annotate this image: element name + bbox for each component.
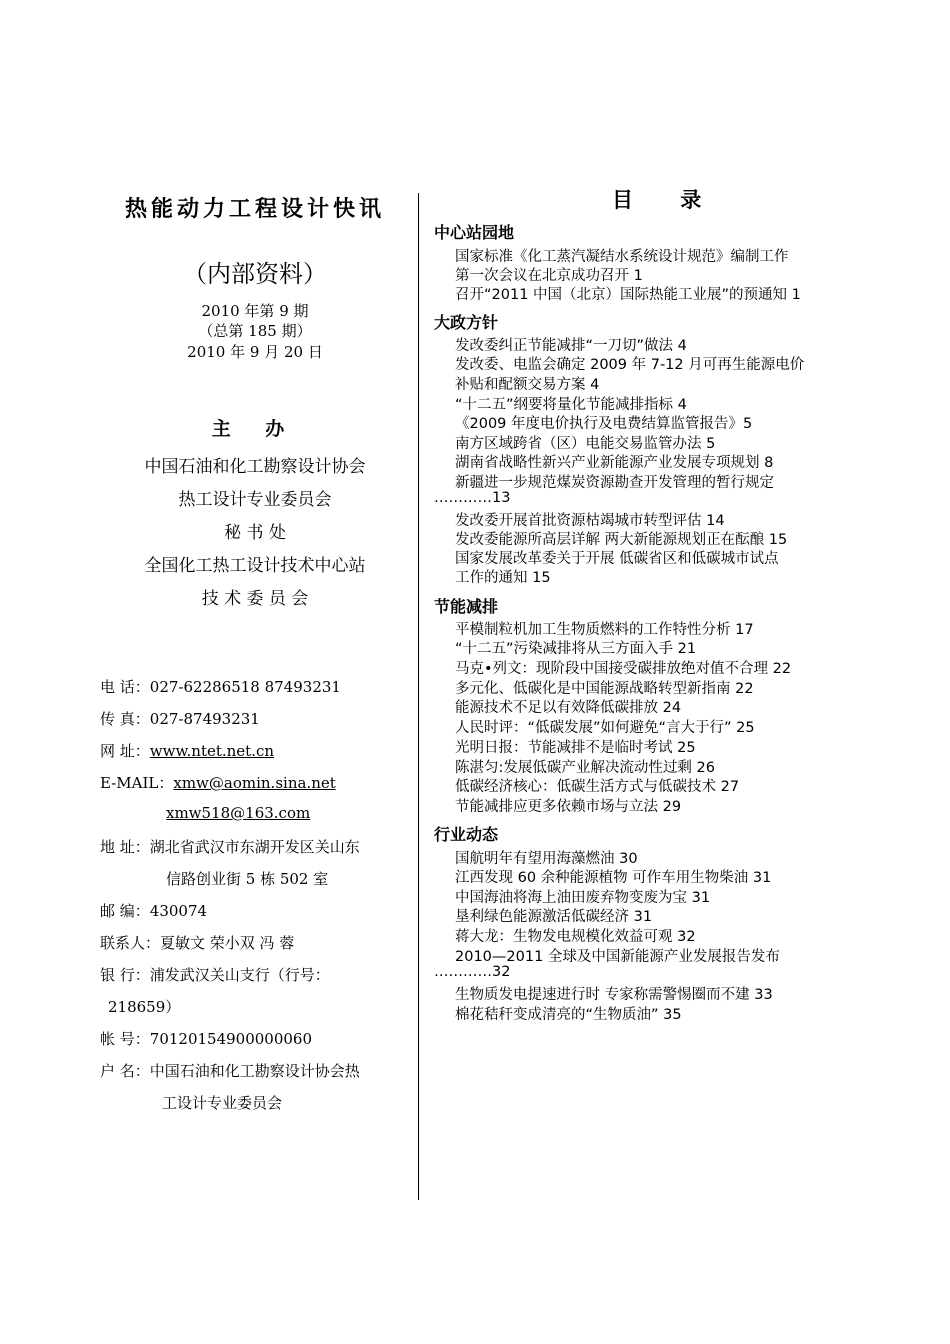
website-link[interactable]: www.ntet.net.cn (149, 742, 275, 760)
toc-item[interactable]: 工作的通知 15 (455, 570, 551, 586)
toc-item-leader[interactable]: …………13 (434, 490, 511, 506)
toc-item[interactable]: 马克•列文：现阶段中国接受碳排放绝对值不合理 22 (455, 661, 792, 677)
contact-account-name-cont: 工设计专业委员会 (162, 1094, 283, 1112)
toc-item-leader[interactable]: …………32 (434, 964, 511, 980)
toc-item[interactable]: 湖南省战略性新兴产业新能源产业发展专项规划 8 (455, 455, 774, 471)
contact-bank-cont: 218659） (108, 998, 181, 1016)
issue-number: 2010 年第 9 期 (201, 302, 309, 320)
contact-email-2 (166, 804, 310, 822)
sponsor-org: 技 术 委 员 会 (201, 589, 309, 609)
contact-phone: 电 话：027-62286518 87493231 (100, 678, 341, 696)
toc-item[interactable]: 陈湛匀:发展低碳产业解决流动性过剩 26 (455, 760, 715, 776)
contact-fax: 传 真：027-87493231 (100, 710, 260, 728)
toc-item[interactable]: 人民时评：“低碳发展”如何避免“言大于行” 25 (455, 720, 755, 736)
toc-item[interactable]: 光明日报：节能减排不是临时考试 25 (455, 740, 696, 756)
toc-item[interactable]: 多元化、低碳化是中国能源战略转型新指南 22 (455, 681, 754, 697)
toc-item[interactable]: 召开“2011 中国（北京）国际热能工业展”的预通知 1 (455, 287, 801, 303)
toc-section-heading: 行业动态 (434, 825, 499, 844)
contact-website: 网 址：www.ntet.net.cn (100, 742, 275, 760)
toc-item[interactable]: 节能减排应更多依赖市场与立法 29 (455, 799, 682, 815)
toc-item[interactable]: 国航明年有望用海藻燃油 30 (455, 851, 638, 867)
toc-item[interactable]: 发改委、电监会确定 2009 年 7-12 月可再生能源电价 (455, 357, 805, 373)
toc-item[interactable]: 生物质发电提速进行时 专家称需警惕圈而不建 33 (455, 987, 773, 1003)
toc-item[interactable]: 南方区域跨省（区）电能交易监管办法 5 (455, 436, 716, 452)
toc-item[interactable]: 低碳经济核心：低碳生活方式与低碳技术 27 (455, 779, 740, 795)
toc-section-heading: 中心站园地 (434, 223, 515, 242)
toc-item[interactable]: 发改委纠正节能减排“一刀切”做法 4 (455, 338, 687, 354)
contact-bank: 银 行：浦发武汉关山支行（行号： (100, 966, 330, 984)
publication-title: 热能动力工程设计快讯 (124, 197, 385, 222)
toc-item[interactable]: 垦利绿色能源激活低碳经济 31 (455, 909, 653, 925)
internal-material-label: （内部资料） (183, 260, 327, 288)
toc-item[interactable]: 国家发展改革委关于开展 低碳省区和低碳城市试点 (455, 551, 779, 567)
toc-item[interactable]: 国家标准《化工蒸汽凝结水系统设计规范》编制工作 (455, 249, 789, 265)
sponsor-org: 中国石油和化工勘察设计协会 (144, 457, 366, 477)
toc-section-heading: 大政方针 (434, 313, 499, 332)
toc-item[interactable]: “十二五”纲要将量化节能减排指标 4 (455, 397, 687, 413)
contact-address-cont: 信路创业街 5 栋 502 室 (166, 870, 329, 888)
toc-item[interactable]: “十二五”污染减排将从三方面入手 21 (455, 641, 697, 657)
contact-account: 帐 号：70120154900000060 (100, 1030, 313, 1048)
toc-item[interactable]: 《2009 年度电价执行及电费结算监管报告》5 (455, 416, 753, 432)
toc-item[interactable]: 能源技术不足以有效降低碳排放 24 (455, 700, 682, 716)
toc-item[interactable]: 发改委能源所高层详解 两大新能源规划正在酝酿 15 (455, 532, 788, 548)
issue-date: 2010 年 9 月 20 日 (187, 343, 323, 361)
toc-title: 目 录 (612, 188, 722, 212)
contact-address: 地 址：湖北省武汉市东湖开发区关山东 (100, 838, 360, 856)
sponsor-org: 全国化工热工设计技术中心站 (144, 556, 366, 576)
email-link[interactable]: xmw@aomin.sina.net (173, 774, 336, 792)
toc-item[interactable]: 新疆进一步规范煤炭资源勘查开发管理的暂行规定 (455, 475, 774, 491)
toc-item[interactable]: 补贴和配额交易方案 4 (455, 377, 600, 393)
toc-item[interactable]: 平模制粒机加工生物质燃料的工作特性分析 17 (455, 622, 754, 638)
total-issue-number: （总第 185 期） (198, 322, 312, 340)
toc-item[interactable]: 江西发现 60 余种能源植物 可作车用生物柴油 31 (455, 870, 772, 886)
sponsor-org: 热工设计专业委员会 (178, 490, 332, 510)
contact-persons: 联系人：夏敏文 荣小双 冯 蓉 (100, 934, 295, 952)
toc-item[interactable]: 棉花秸秆变成清亮的“生物质油” 35 (455, 1007, 682, 1023)
toc-item[interactable]: 蒋大龙：生物发电规模化效益可观 32 (455, 929, 696, 945)
toc-item[interactable]: 2010—2011 全球及中国新能源产业发展报告发布 (455, 949, 780, 965)
toc-item[interactable]: 中国海油将海上油田废弃物变废为宝 31 (455, 890, 711, 906)
toc-item[interactable]: 第一次会议在北京成功召开 1 (455, 268, 643, 284)
email-link[interactable]: xmw518@163.com (166, 804, 311, 822)
toc-section-heading: 节能减排 (434, 597, 499, 616)
contact-account-name: 户 名：中国石油和化工勘察设计协会热 (100, 1062, 360, 1080)
sponsor-heading: 主 办 (211, 418, 299, 440)
column-divider (418, 193, 419, 1200)
contact-postcode: 邮 编：430074 (100, 902, 208, 920)
contact-email: E-MAIL：xmw@aomin.sina.net (100, 774, 336, 792)
sponsor-org: 秘 书 处 (224, 523, 286, 543)
toc-item[interactable]: 发改委开展首批资源枯竭城市转型评估 14 (455, 513, 725, 529)
